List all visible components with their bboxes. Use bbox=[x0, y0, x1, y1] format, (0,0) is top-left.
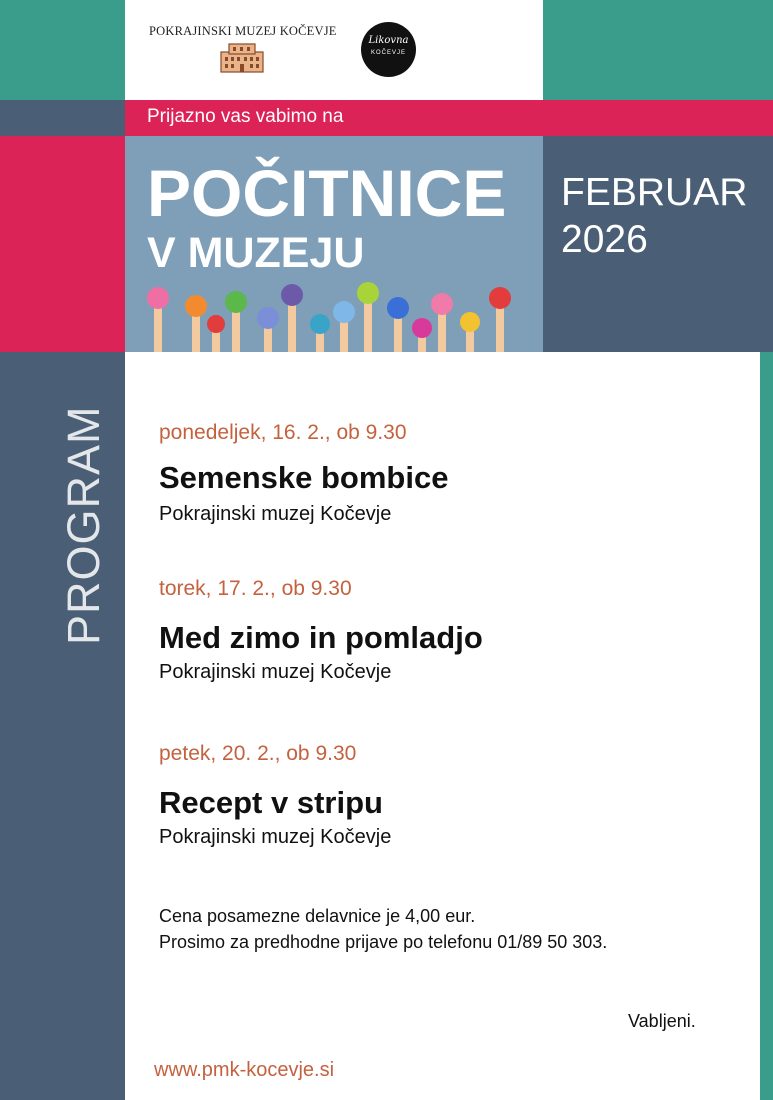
event-month: FEBRUAR bbox=[561, 171, 748, 214]
left-slate-strip-top bbox=[0, 100, 125, 136]
gallery-logo-subtext: KOČEVJE bbox=[370, 50, 406, 56]
right-edge-strip bbox=[760, 352, 773, 1100]
title-line-2: V MUZEJU bbox=[147, 229, 365, 277]
website-link[interactable]: www.pmk-kocevje.si bbox=[154, 1059, 335, 1081]
event-year: 2026 bbox=[561, 218, 648, 261]
top-right-teal-block bbox=[543, 0, 773, 100]
top-left-teal-block bbox=[0, 0, 125, 100]
gallery-logo-text: Likovna bbox=[368, 35, 409, 46]
price-note: Cena posamezne delavnice je 4,00 eur. bbox=[159, 906, 476, 926]
museum-building-logo bbox=[219, 42, 265, 74]
header-logo-area bbox=[125, 0, 543, 100]
program-side-label: PROGRAM bbox=[58, 405, 109, 645]
event-date: torek, 17. 2., ob 9.30 bbox=[159, 577, 352, 600]
event-title: Semenske bombice bbox=[159, 460, 449, 495]
museum-name: POKRAJINSKI MUZEJ KOČEVJE bbox=[149, 24, 337, 38]
event-location: Pokrajinski muzej Kočevje bbox=[159, 503, 392, 525]
event-title: Med zimo in pomladjo bbox=[159, 620, 483, 655]
event-date: ponedeljek, 16. 2., ob 9.30 bbox=[159, 421, 407, 444]
left-pink-block bbox=[0, 136, 125, 352]
invite-text: Prijazno vas vabimo na bbox=[147, 106, 344, 127]
event-title: Recept v stripu bbox=[159, 785, 383, 820]
welcome-note: Vabljeni. bbox=[628, 1011, 696, 1031]
event-location: Pokrajinski muzej Kočevje bbox=[159, 826, 392, 848]
signup-note: Prosimo za predhodne prijave po telefonu 01/89 50 303. bbox=[159, 932, 608, 952]
gallery-logo bbox=[361, 22, 416, 77]
event-location: Pokrajinski muzej Kočevje bbox=[159, 661, 392, 683]
event-date: petek, 20. 2., ob 9.30 bbox=[159, 742, 357, 765]
title-line-1: POČITNICE bbox=[147, 156, 507, 230]
painted-hands-illustration bbox=[140, 280, 530, 352]
